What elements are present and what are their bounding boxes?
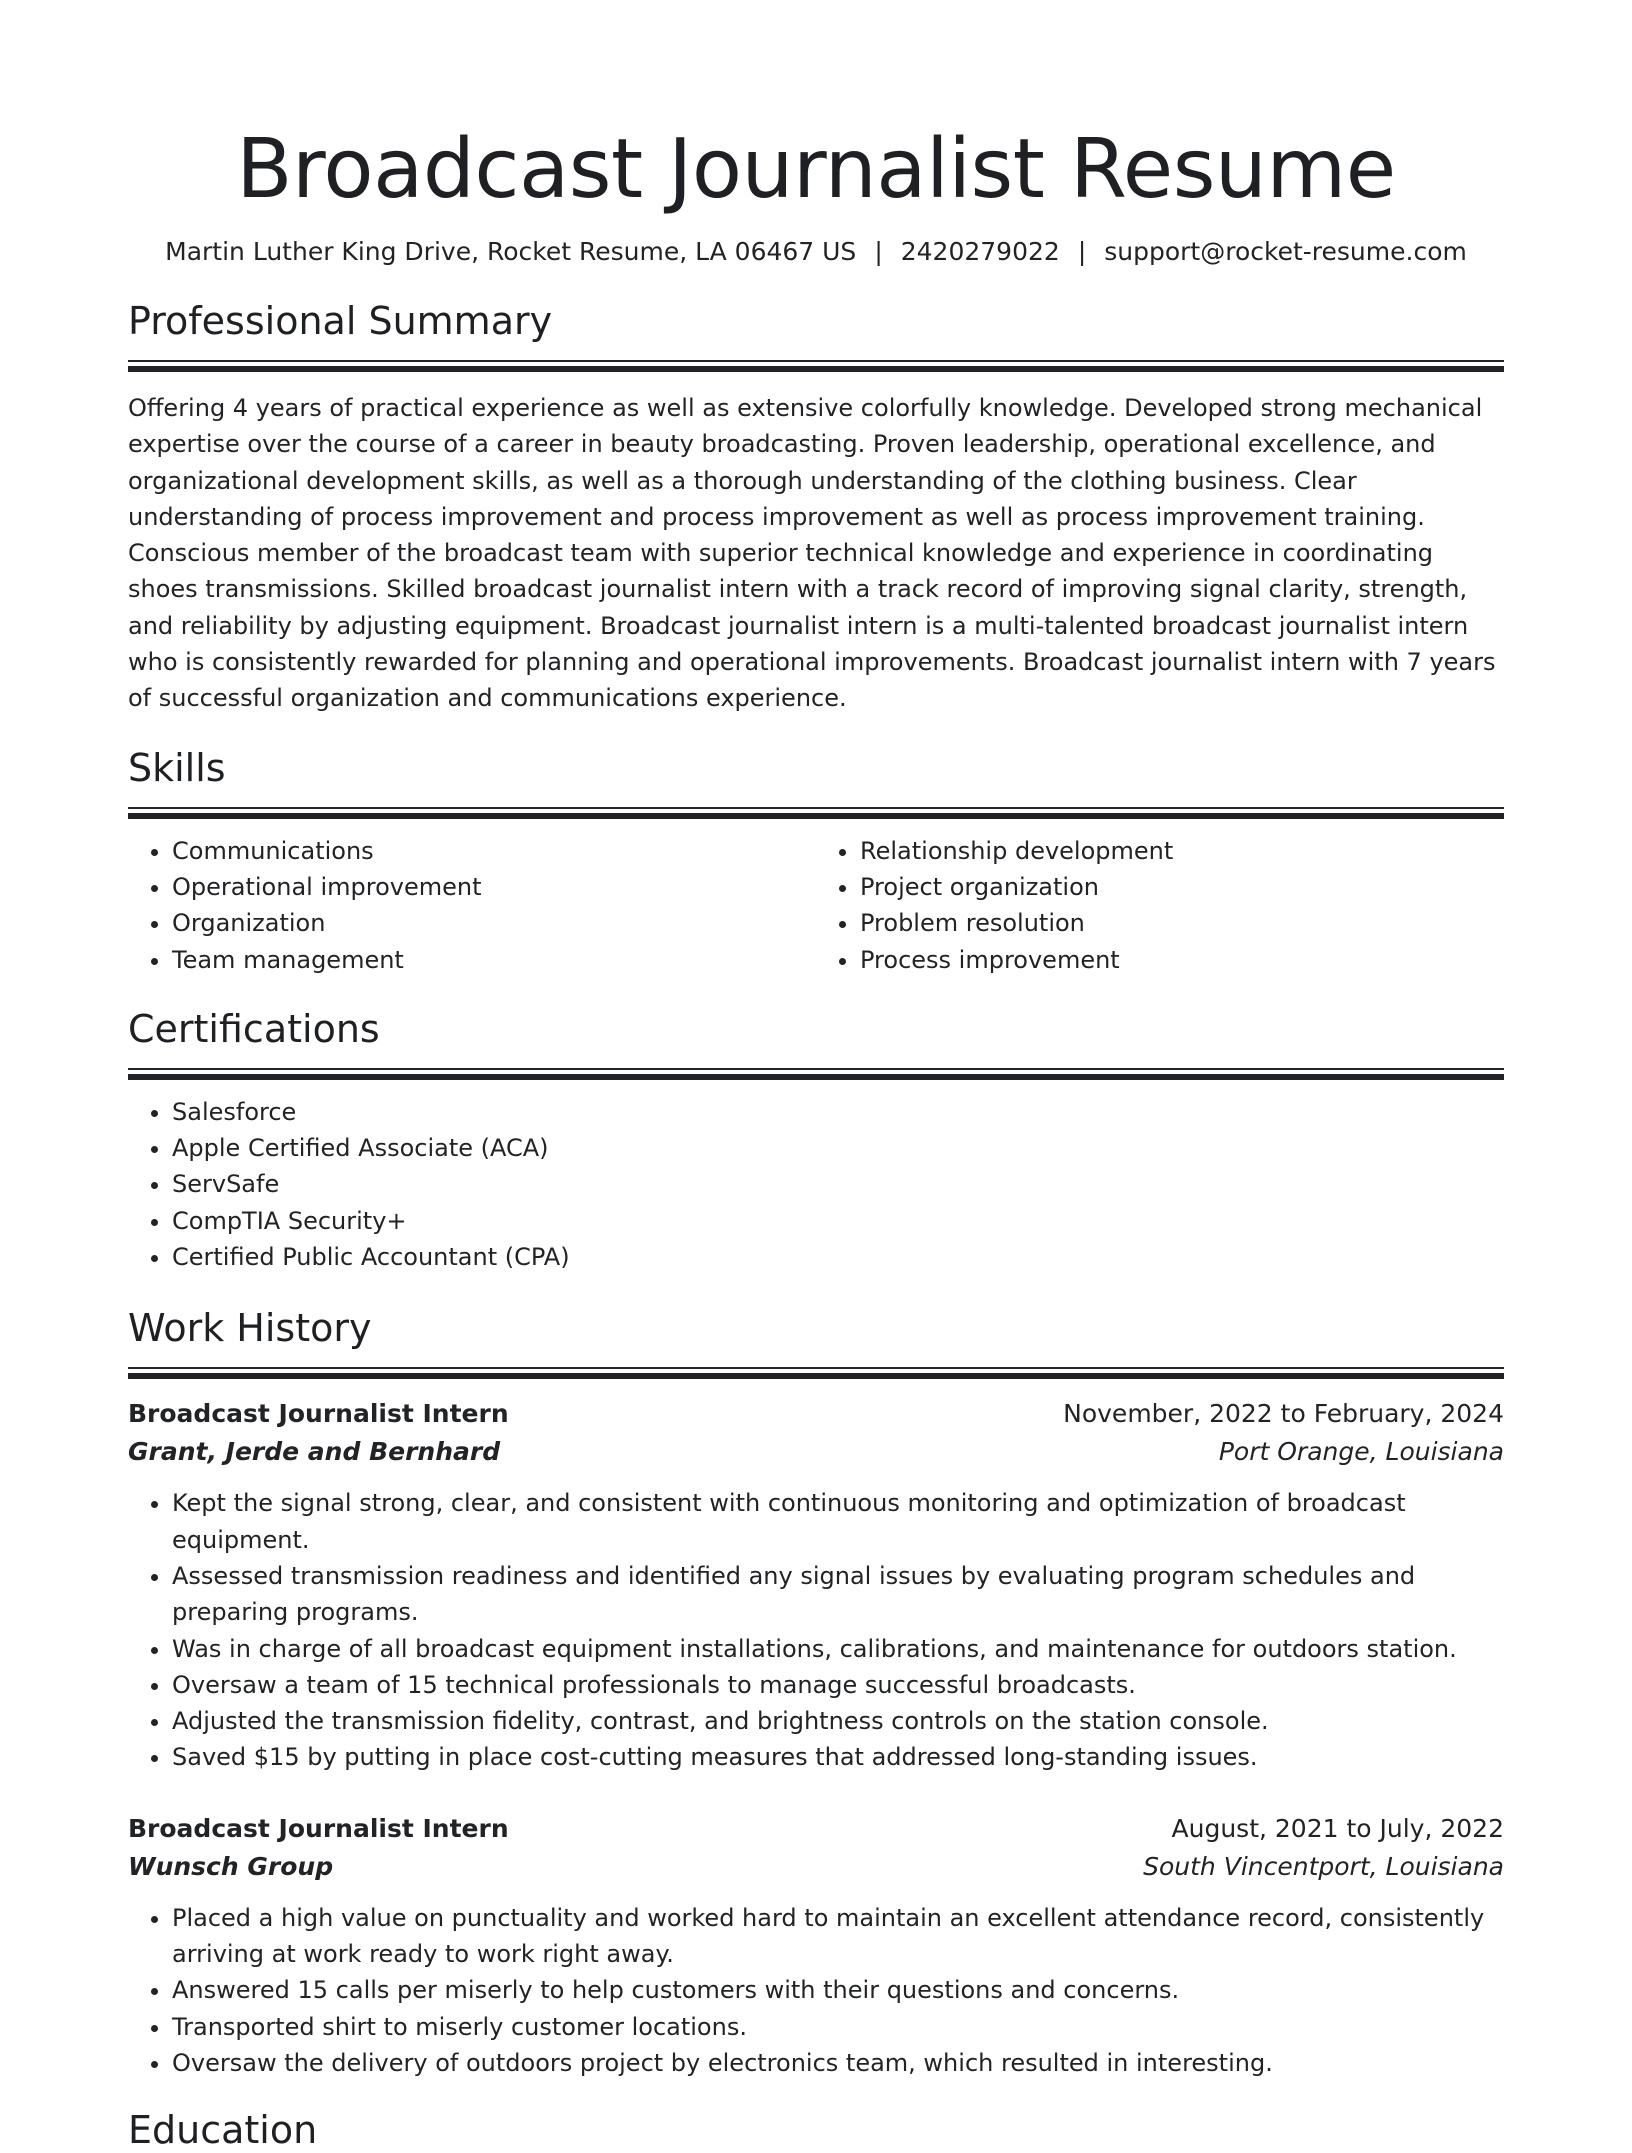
contact-address: Martin Luther King Drive, Rocket Resume, LA 06467 US <box>165 237 857 266</box>
job-location: Port Orange, Louisiana <box>1218 1437 1504 1467</box>
contact-line <box>128 236 1504 268</box>
job-bullets <box>128 1485 1504 1775</box>
skill-item: • Project organization <box>860 869 1504 905</box>
job-header <box>128 1810 1504 1848</box>
certifications-section <box>128 1006 1504 1275</box>
job-bullet: • Transported shirt to miserly customer locations. <box>172 2009 1504 2045</box>
section-divider <box>128 1367 1504 1377</box>
certification-item: • CompTIA Security+ <box>172 1203 1504 1239</box>
skill-item: • Process improvement <box>860 942 1504 978</box>
section-title-skills: Skills <box>128 745 226 790</box>
section-title-education: Education <box>128 2108 318 2153</box>
certifications-list <box>128 1094 1504 1275</box>
certification-item: • Certified Public Accountant (CPA) <box>172 1239 1504 1275</box>
job-company: Grant, Jerde and Bernhard <box>128 1437 501 1467</box>
job-dates: November, 2022 to February, 2024 <box>1063 1399 1504 1429</box>
contact-separator: | <box>874 237 883 266</box>
contact-email: support@rocket-resume.com <box>1104 237 1467 266</box>
skill-item: • Team management <box>172 942 816 978</box>
job-bullet: • Assessed transmission readiness and identified any signal issues by evaluating program schedules and preparing programs. <box>172 1558 1504 1631</box>
work-history-section <box>128 1305 1504 2081</box>
skills-columns <box>128 833 1504 978</box>
summary-text: Offering 4 years of practical experience as well as extensive colorfully knowledge. Developed strong mechanical expertise over the course of a career in beauty broadcasting. Proven leadership, operational excellence, and organizational development skills, as well as a thorough understanding of the clothing business. Clear understanding of process improvement and process improvement as well as process improvement training. Conscious member of the broadcast team with superior technical knowledge and experience in coordinating shoes transmissions. Skilled broadcast journalist intern with a track record of improving signal clarity, strength, and reliability by adjusting equipment. Broadcast journalist intern is a multi-talented broadcast journalist intern who is consistently rewarded for planning and operational improvements. Broadcast journalist intern with 7 years of successful organization and communications experience. <box>128 394 1496 713</box>
skill-item: • Problem resolution <box>860 905 1504 941</box>
skill-item: • Organization <box>172 905 816 941</box>
section-title-certifications: Certifications <box>128 1006 380 1051</box>
job-bullet: • Kept the signal strong, clear, and consistent with continuous monitoring and optimization of broadcast equipment. <box>172 1485 1504 1558</box>
skill-item: • Operational improvement <box>172 869 816 905</box>
job-header <box>128 1395 1504 1433</box>
resume-page <box>128 0 1504 2153</box>
certification-item: • Apple Certified Associate (ACA) <box>172 1130 1504 1166</box>
education-section <box>128 2107 1504 2153</box>
job-location: South Vincentport, Louisiana <box>1143 1851 1504 1881</box>
contact-phone: 2420279022 <box>900 237 1060 266</box>
job-bullet: • Oversaw the delivery of outdoors project by electronics team, which resulted in interesting. <box>172 2045 1504 2081</box>
skill-item: • Relationship development <box>860 833 1504 869</box>
job-company: Wunsch Group <box>128 1851 334 1881</box>
skills-section <box>128 745 1504 978</box>
job-bullet: • Was in charge of all broadcast equipment installations, calibrations, and maintenance for outdoors station. <box>172 1631 1504 1667</box>
resume-title: Broadcast Journalist Resume <box>236 122 1396 217</box>
skills-list-right <box>816 833 1504 978</box>
section-title-work-history: Work History <box>128 1306 372 1351</box>
section-divider <box>128 1068 1504 1078</box>
job-entry <box>128 1395 1504 1775</box>
section-divider <box>128 360 1504 370</box>
job-bullet: • Adjusted the transmission fidelity, contrast, and brightness controls on the station console. <box>172 1703 1504 1739</box>
job-title: Broadcast Journalist Intern <box>128 1399 509 1429</box>
job-subheader <box>128 1433 1504 1471</box>
job-subheader <box>128 1848 1504 1886</box>
job-bullets <box>128 1900 1504 2081</box>
certification-item: • ServSafe <box>172 1166 1504 1202</box>
job-bullet: • Placed a high value on punctuality and worked hard to maintain an excellent attendance record, consistently arriving at work ready to work right away. <box>172 1900 1504 1973</box>
job-bullet: • Saved $15 by putting in place cost-cutting measures that addressed long-standing issues. <box>172 1739 1504 1775</box>
job-title: Broadcast Journalist Intern <box>128 1813 509 1843</box>
job-bullet: • Answered 15 calls per miserly to help customers with their questions and concerns. <box>172 1972 1504 2008</box>
job-entry <box>128 1810 1504 2081</box>
summary-section <box>128 298 1504 717</box>
skills-list-left <box>128 833 816 978</box>
certification-item: • Salesforce <box>172 1094 1504 1130</box>
section-divider <box>128 807 1504 817</box>
contact-separator: | <box>1077 237 1087 266</box>
skill-item: • Communications <box>172 833 816 869</box>
section-title-summary: Professional Summary <box>128 299 553 343</box>
job-bullet: • Oversaw a team of 15 technical professionals to manage successful broadcasts. <box>172 1667 1504 1703</box>
job-dates: August, 2021 to July, 2022 <box>1171 1813 1504 1843</box>
